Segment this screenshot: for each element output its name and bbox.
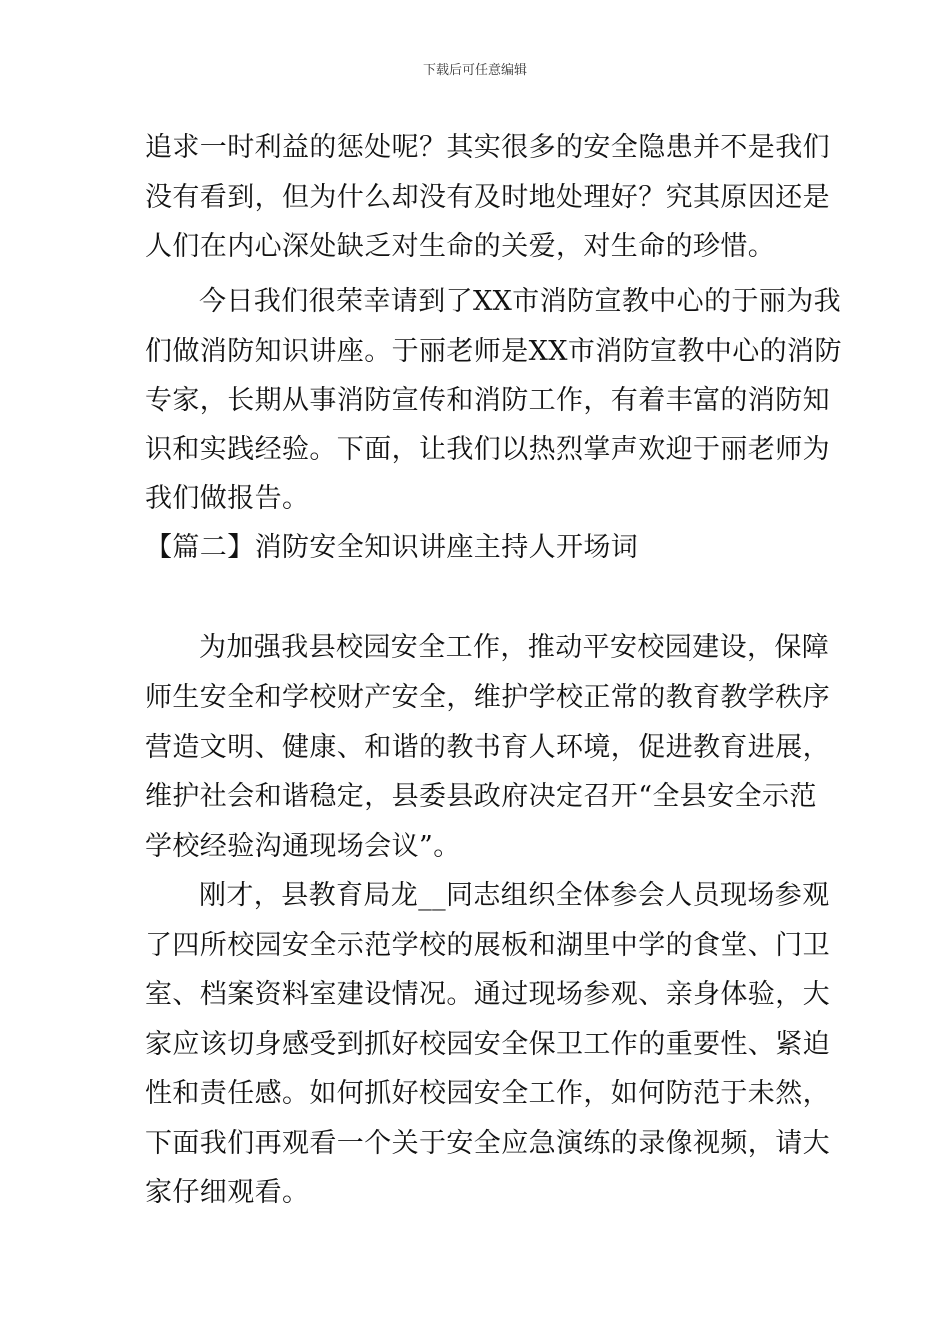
text-line: 学校经验沟通现场会议”。 — [145, 831, 461, 862]
text-line: 下面我们再观看一个关于安全应急演练的录像视频，请大 — [145, 1128, 830, 1159]
section-heading: 【篇二】消防安全知识讲座主持人开场词 — [145, 532, 639, 563]
text-line: 师生安全和学校财产安全，维护学校正常的教育教学秩序 — [145, 682, 830, 713]
text-line: 我们做报告。 — [145, 483, 310, 514]
text-line: 专家，长期从事消防宣传和消防工作，有着丰富的消防知 — [145, 385, 830, 416]
text-line: 了四所校园安全示范学校的展板和湖里中学的食堂、门卫 — [145, 930, 830, 961]
text-line: 家应该切身感受到抓好校园安全保卫工作的重要性、紧迫 — [145, 1029, 830, 1060]
text-line: 维护社会和谐稳定，县委县政府决定召开“全县安全示范 — [145, 781, 817, 812]
text-line: 们做消防知识讲座。于丽老师是XX市消防宣教中心的消防 — [145, 336, 842, 367]
text-line: 为加强我县校园安全工作，推动平安校园建设，保障 — [199, 632, 830, 663]
text-line: 性和责任感。如何抓好校园安全工作，如何防范于未然， — [145, 1078, 830, 1109]
text-line: 今日我们很荣幸请到了XX市消防宣教中心的于丽为我 — [199, 286, 842, 317]
text-line: 室、档案资料室建设情况。通过现场参观、亲身体验，大 — [145, 979, 830, 1010]
text-line: 识和实践经验。下面，让我们以热烈掌声欢迎于丽老师为 — [145, 434, 830, 465]
text-line: 营造文明、健康、和谐的教书育人环境，促进教育进展， — [145, 732, 830, 763]
text-line: 追求一时利益的惩处呢？其实很多的安全隐患并不是我们 — [145, 132, 830, 163]
text-line: 刚才，县教育局龙__同志组织全体参会人员现场参观 — [199, 880, 830, 911]
text-line: 没有看到，但为什么却没有及时地处理好？究其原因还是 — [145, 182, 830, 213]
page-header: 下载后可任意编辑 — [422, 63, 527, 78]
text-line: 人们在内心深处缺乏对生命的关爱，对生命的珍惜。 — [145, 231, 776, 262]
text-line: 家仔细观看。 — [145, 1177, 310, 1208]
